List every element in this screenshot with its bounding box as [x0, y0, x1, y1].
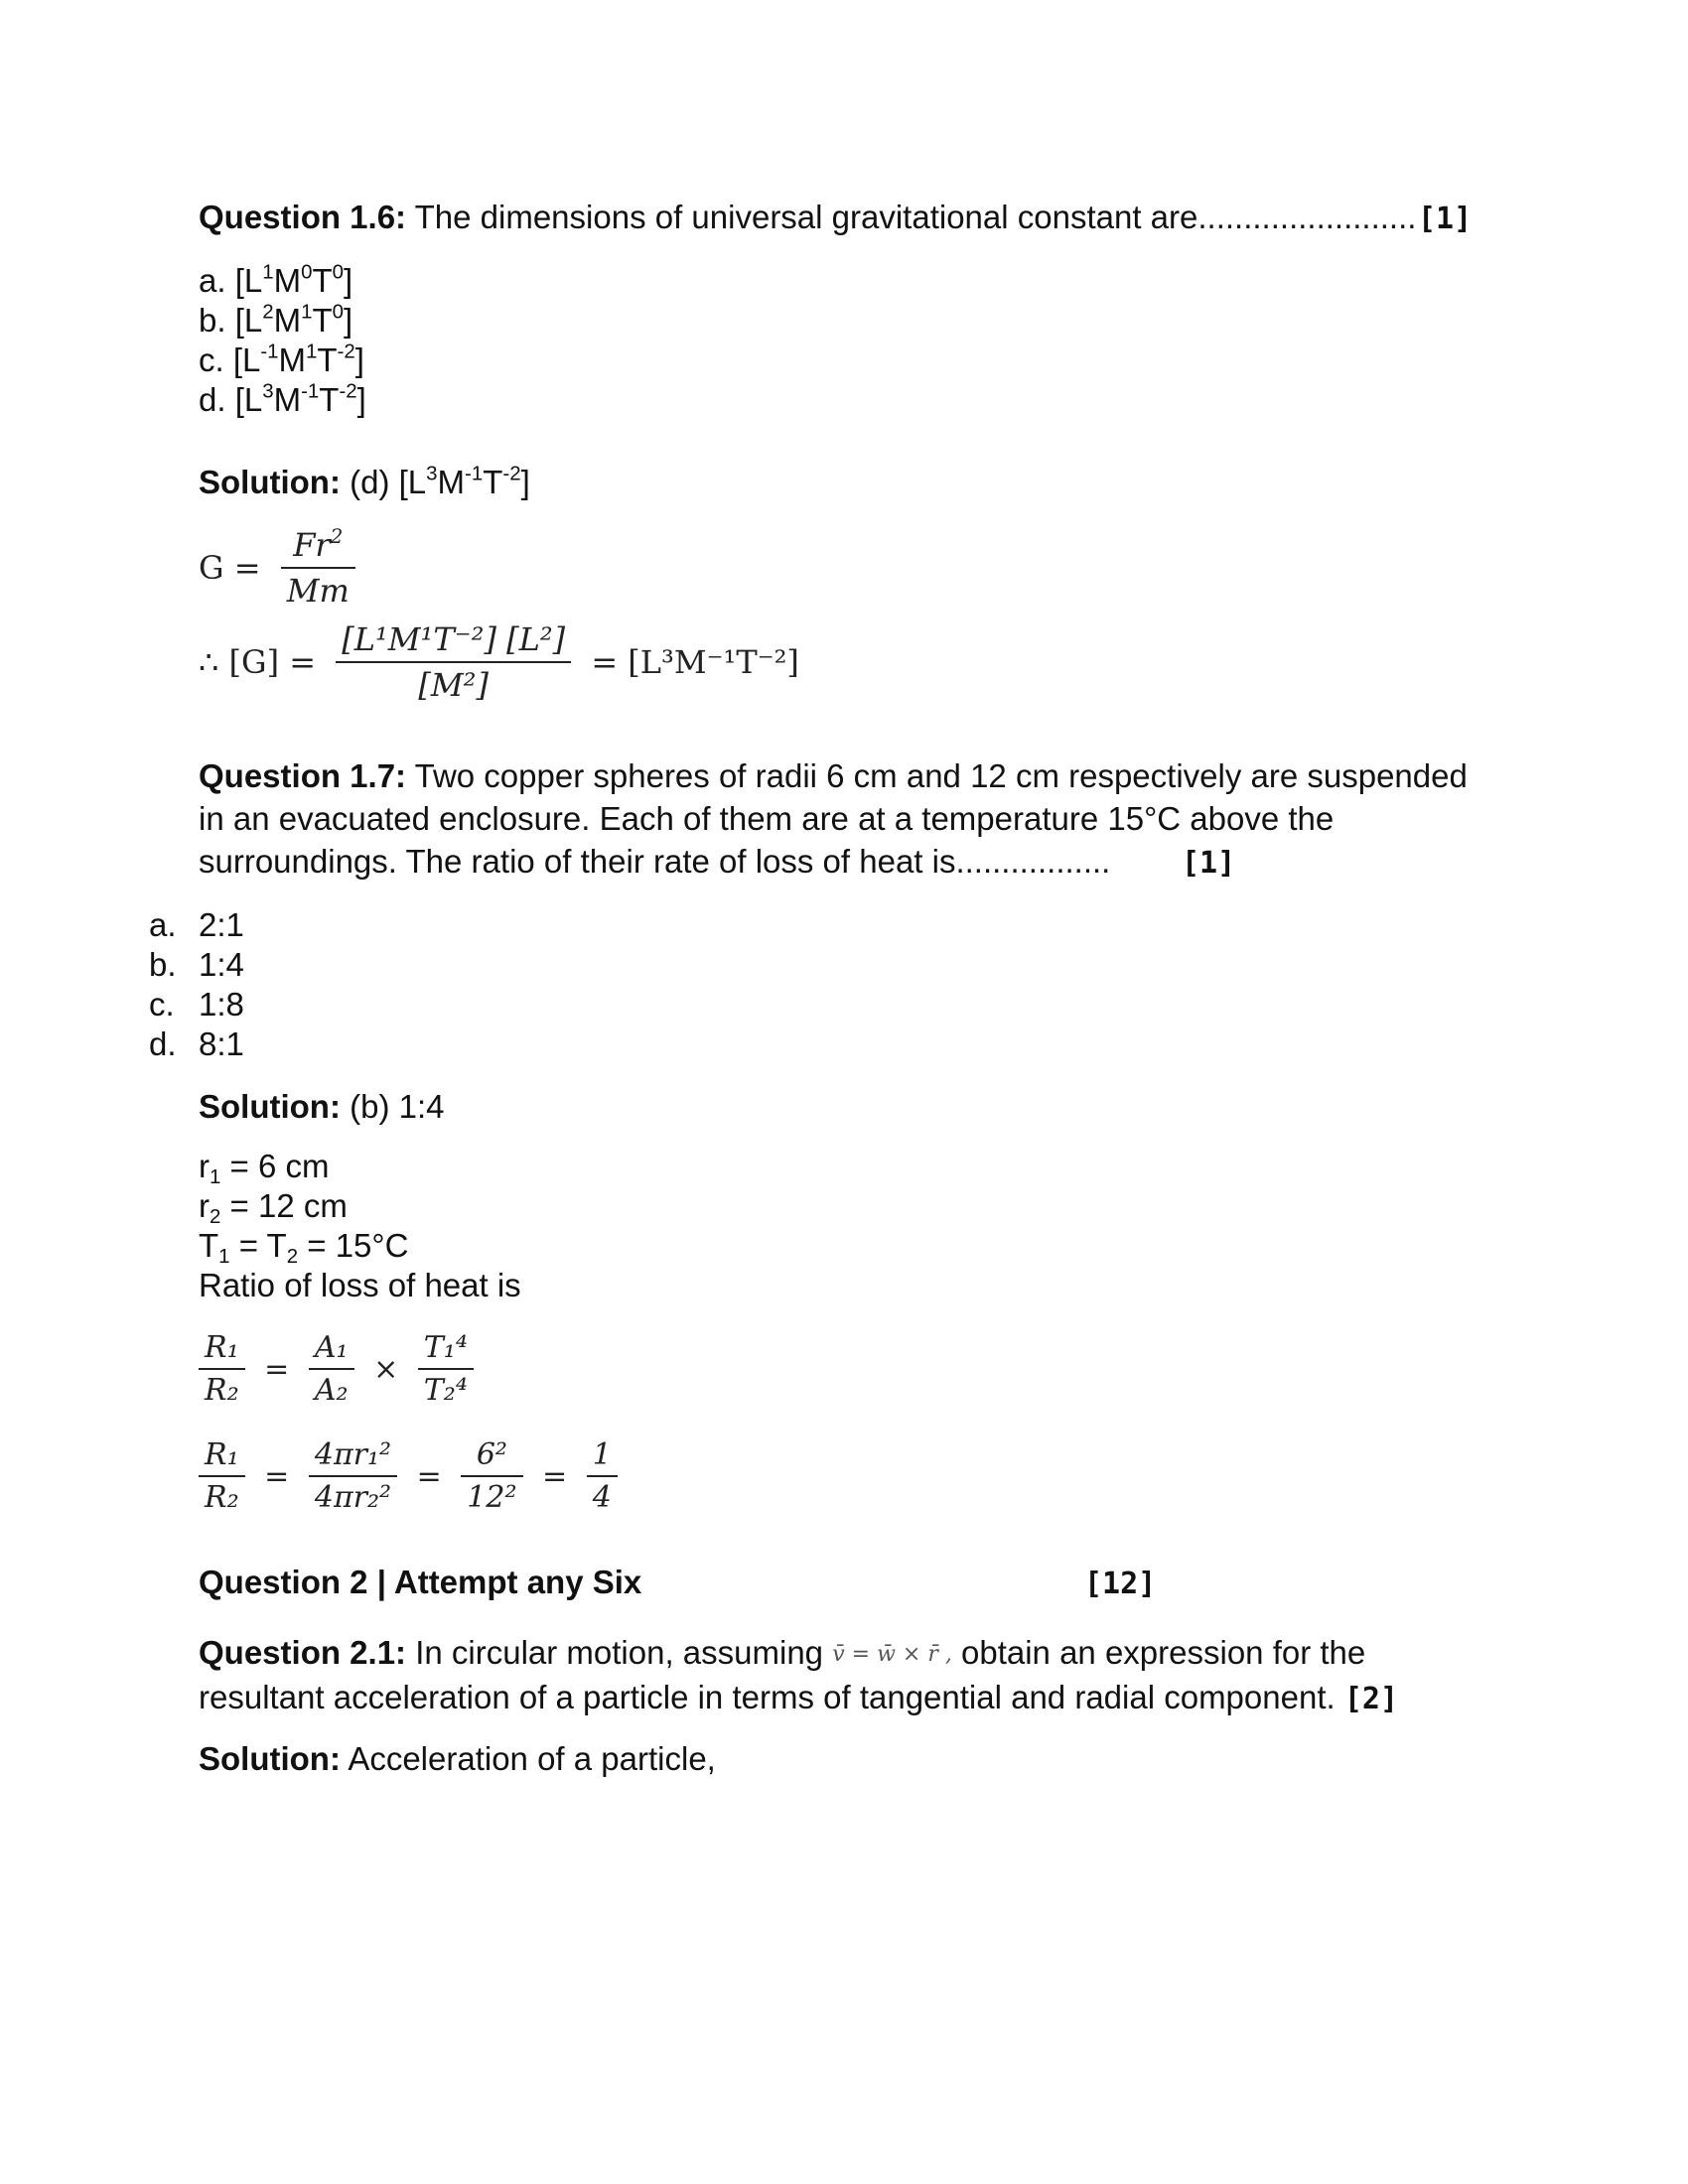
solution-2-1: Solution: Acceleration of a particle,: [199, 1740, 716, 1777]
question-1-7-label: Question 1.7:: [199, 757, 407, 794]
section-heading: Question 2 | Attempt any Six: [199, 1564, 642, 1600]
ratio-line: Ratio of loss of heat is: [199, 1267, 521, 1303]
option-1-7-c-text: 1:8: [199, 986, 244, 1023]
equation-g-definition: G = $\frac{Fr^2}{Mm}$: [199, 526, 355, 610]
question-1-6-text: The dimensions of universal gravitational constant are........................: [406, 199, 1417, 235]
question-1-7-marks: [1]: [1182, 846, 1236, 881]
equation-heat-ratio: $\frac{\text{R₁}}{\text{R₂}}$ = $\frac{\text{A₁}}{\text{A₂}}$ × $\frac{\text{T₁⁴}}{\text{T₂⁴}}$: [199, 1330, 474, 1408]
equation-g-dimensions: ∴ [G] = $\frac{\text{[L¹M¹T⁻²] [L²]}}{\text{[M²]}}$ = [L³M⁻¹T⁻²]: [199, 620, 799, 704]
option-1-7-d-text: 8:1: [199, 1025, 244, 1062]
option-1-6-c: c. $[L^{-1}M^1T^{-2}]$: [199, 340, 364, 378]
equation-heat-ratio-solved: $\frac{\text{R₁}}{\text{R₂}}$ = $\frac{\text{4πr₁²}}{\text{4πr₂²}}$ = $\frac{\text{6²}}{\text{12²}}$ = $\frac{1}{4}$: [199, 1437, 618, 1515]
option-1-7-a-letter: a.: [149, 906, 177, 943]
section-marks: [12]: [1084, 1567, 1157, 1601]
solution-1-7: Solution: (b) 1:4: [199, 1088, 445, 1125]
solution-1-6-label: Solution:: [199, 464, 341, 500]
question-2-1: Question 2.1: In circular motion, assuming v̄ = w̄ × r̄ , obtain an expression for the resultant acceleration of a particle in terms of tangential and radial component. [2]: [199, 1634, 1399, 1716]
option-1-7-b-letter: b.: [149, 946, 177, 983]
option-1-6-a: a. $[L^1M^0T^0]$: [199, 260, 353, 299]
question-1-7: Question 1.7: Two copper spheres of radii 6 cm and 12 cm respectively are suspended in an evacuated enclosure. Each of them are at a temperature 15°C above the surroundings. The ratio of their rate of loss of heat is.................: [199, 757, 1468, 880]
question-2-1-marks: [2]: [1343, 1682, 1399, 1716]
given-r2: r2 = 12 cm: [199, 1187, 348, 1229]
option-1-7-d-letter: d.: [149, 1025, 177, 1062]
solution-1-7-label: Solution:: [199, 1088, 341, 1125]
given-temperature: T1 = T2 = 15°C: [199, 1227, 409, 1269]
question-2-1-label: Question 2.1:: [199, 1634, 407, 1671]
option-1-7-b-text: 1:4: [199, 946, 244, 983]
solution-2-1-label: Solution:: [199, 1740, 341, 1777]
option-1-7-c-letter: c.: [149, 986, 175, 1023]
given-r1: r1 = 6 cm: [199, 1148, 330, 1189]
option-1-7-a-text: 2:1: [199, 906, 244, 943]
solution-1-6: Solution: (d) $[L^3M^{-1}T^{-2}]$: [199, 462, 530, 500]
velocity-formula: v̄ = w̄ × r̄ ,: [832, 1642, 952, 1667]
question-1-6-marks: [1]: [1418, 202, 1473, 236]
question-1-6-label: Question 1.6:: [199, 199, 407, 235]
option-1-6-b: b. $[L^2M^1T^0]$: [199, 300, 353, 339]
option-1-6-d: d. $[L^3M^{-1}T^{-2}]$: [199, 379, 366, 418]
question-1-6: [199, 196, 1489, 238]
